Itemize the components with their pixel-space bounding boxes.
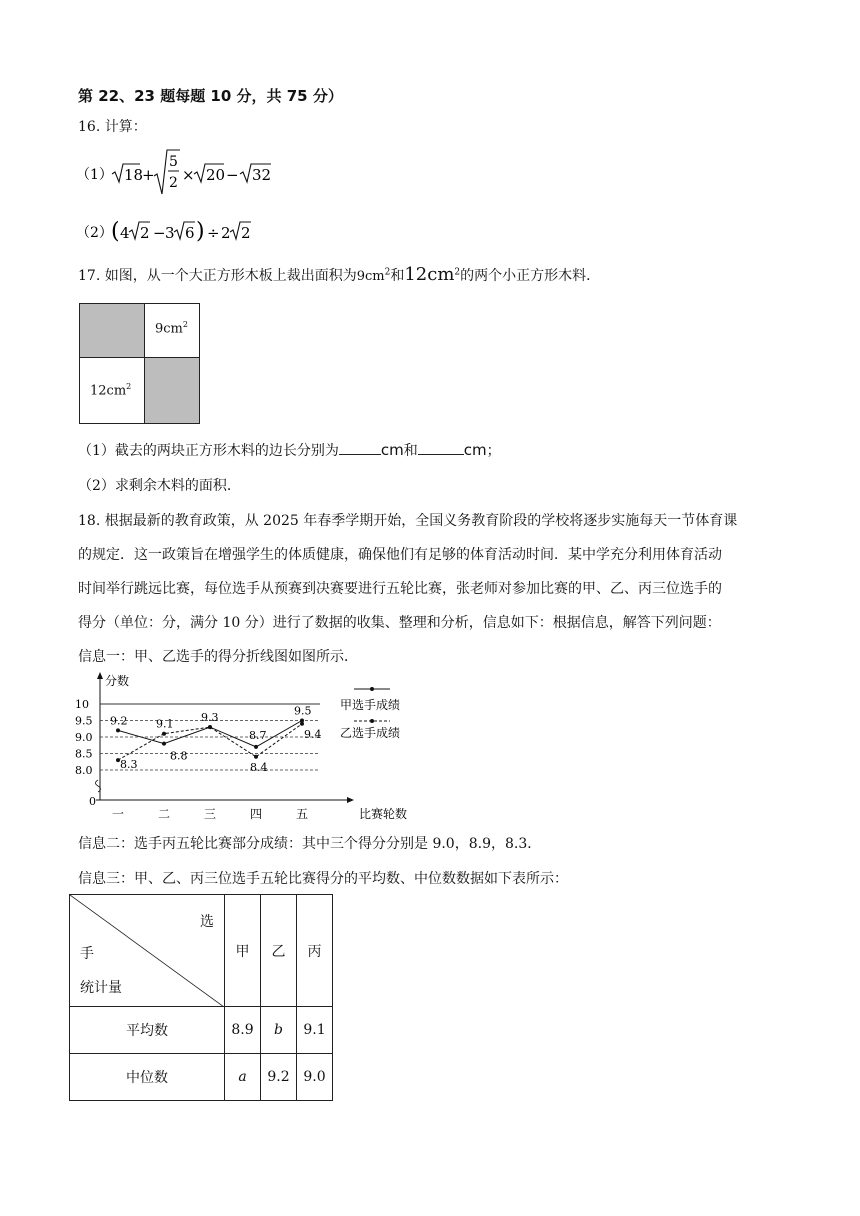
q16-p2-number: （2） [76,225,113,241]
y-tick-label: 10 [75,698,89,711]
q16-expression-1 [76,148,306,198]
table-header-row [70,895,333,1007]
data-point [300,722,304,726]
corner-label-top: 选 [200,914,214,930]
x-tick-label: 一 [112,807,125,821]
data-label: 9.3 [201,711,219,725]
data-point [208,725,212,729]
x-axis-label: 比赛轮数 [359,807,408,821]
cell-median-bing: 9.0 [297,1054,333,1101]
data-label: 8.3 [120,758,138,772]
q16-expression-2 [76,210,276,250]
data-point [116,728,120,732]
cell-mean-bing: 9.1 [297,1007,333,1054]
svg-text:÷: ÷ [207,224,220,242]
radicand-20: 20 [206,166,226,184]
q18-line-2: 的规定．这一政策旨在增强学生的体质健康，确保他们有足够的体育活动时间．某中学充分利用体育活动 [78,547,722,563]
y-axis-label: 分数 [105,674,130,688]
q17-part1: （1）截去的两块正方形木料的边长分别为 cm和 cm； [78,441,501,459]
data-label: 9.4 [304,727,322,741]
radicand-18: 18 [124,166,144,184]
radicand-32: 32 [252,166,272,184]
y-tick-label: 8.5 [75,747,93,761]
col-header-jia: 甲 [225,895,261,1007]
col-header-bing: 丙 [297,895,333,1007]
stats-table [69,894,333,1101]
data-label: 8.8 [170,749,188,763]
q16-p1-number: （1） [76,167,113,183]
data-point [162,732,166,736]
svg-text:×: × [182,166,195,184]
x-tick-label: 四 [250,807,263,821]
q17-part2: （2）求剩余木料的面积． [78,478,241,494]
gray-region-top [79,303,145,358]
data-label: 8.7 [249,728,267,742]
q18-line-4: 得分（单位：分，满分 10 分）进行了数据的收集、整理和分析，信息如下：根据信息，解答下列问题： [78,615,721,631]
corner-label-mid: 手 [80,946,94,962]
svg-text:−: − [153,224,166,242]
q17-stem: 17. 如图，从一个大正方形木板上裁出面积为$9cm^2$和$12cm^2$的两个小正方形木料． [78,264,601,285]
data-point [254,755,258,759]
svg-text:−: − [226,166,239,184]
table-row [70,1007,333,1054]
data-label: 9.1 [156,717,174,731]
label-9cm2: $9cm^2$ [155,320,188,337]
series-line-0 [118,721,302,747]
legend-marker-jia [370,687,374,691]
data-label: 9.2 [110,714,128,728]
svg-text:(: ( [111,219,120,244]
y-tick-label: 9.5 [75,714,93,728]
svg-text:+: + [142,166,155,184]
y-axis-arrow [97,672,103,679]
cell-median-jia: a [225,1054,261,1101]
col-header-yi: 乙 [261,895,297,1007]
svg-text:2: 2 [140,224,150,242]
legend-label-jia: 甲选手成绩 [340,698,401,712]
y-tick-label: 8.0 [75,764,93,777]
row-label-mean: 平均数 [70,1007,225,1054]
x-tick-label: 五 [296,807,309,821]
q18-line-3: 时间举行跳远比赛，每位选手从预赛到决赛要进行五轮比赛，张老师对参加比赛的甲、乙、丙三位选手的 [78,581,722,597]
x-tick-label: 三 [204,807,217,821]
section-header: 第 22、23 题每题 10 分，共 75 分） [78,87,343,105]
q18-info-2: 信息二：选手丙五轮比赛部分成绩：其中三个得分分别是 9.0，8.9，8.3． [78,836,542,852]
label-12cm2: $12cm^2$ [90,382,132,399]
q18-info-3: 信息三：甲、乙、丙三位选手五轮比赛得分的平均数、中位数数据如下表所示： [78,871,568,887]
svg-text:4: 4 [120,224,130,242]
data-point [162,742,166,746]
svg-text:2: 2 [241,224,251,242]
row-label-median: 中位数 [70,1054,225,1101]
frac-num: 5 [169,154,178,170]
frac-den: 2 [169,175,178,191]
cell-mean-yi: b [261,1007,297,1054]
data-point [254,745,258,749]
svg-text:): ) [196,219,205,244]
legend-label-yi: 乙选手成绩 [340,726,401,740]
q18-line-1: 18. 根据最新的教育政策，从 2025 年春季学期开始，全国义务教育阶段的学校将逐步实施每天一节体育课 [78,513,738,529]
cell-mean-jia: 8.9 [225,1007,261,1054]
data-label: 8.4 [250,760,268,774]
q16-stem: 16. 计算： [78,119,147,135]
x-axis-arrow [347,797,354,803]
cell-median-yi: 9.2 [261,1054,297,1101]
corner-label-bottom: 统计量 [80,980,122,996]
series-line-1 [118,724,302,760]
table-corner-cell [70,895,225,1007]
legend-marker-yi [370,719,374,723]
score-line-chart [72,670,417,830]
y-tick-label: 9.0 [75,731,93,744]
origin-label: 0 [89,795,96,808]
table-row [70,1054,333,1101]
gray-region-bottom [144,357,200,424]
svg-text:6: 6 [185,224,195,242]
q18-info-1: 信息一：甲、乙选手的得分折线图如图所示． [78,649,358,665]
svg-text:2: 2 [221,224,231,242]
svg-text:3: 3 [165,224,175,242]
x-tick-label: 二 [158,807,171,821]
data-label: 9.5 [294,704,312,718]
